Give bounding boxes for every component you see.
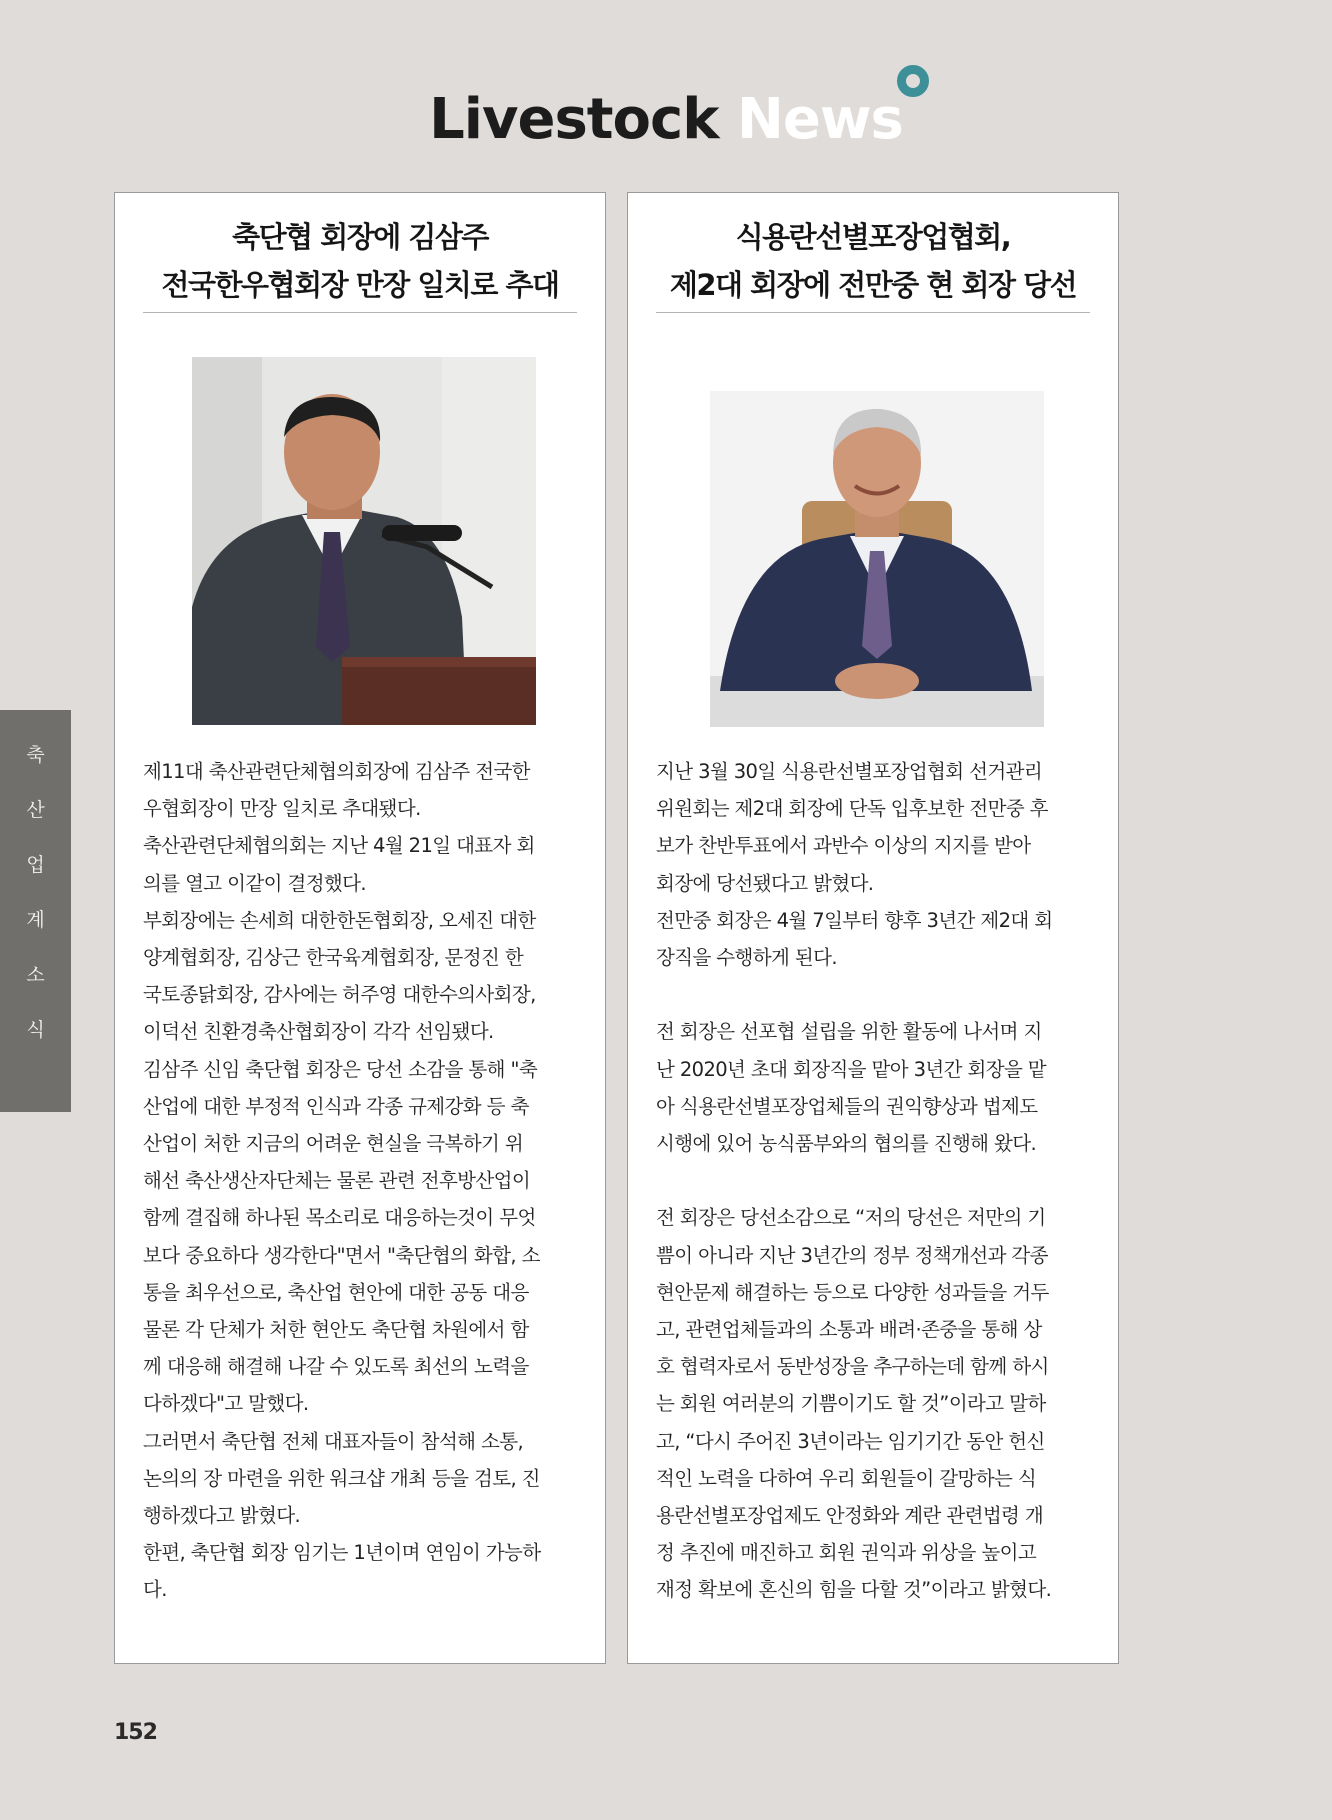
article-title [143,213,577,313]
body-line: 행하겠다고 밝혔다. [143,1504,301,1528]
speaker-at-podium-icon [192,357,536,725]
body-line: 께 대응해 해결해 나갈 수 있도록 최선의 노력을 [143,1355,529,1379]
body-line: 제11대 축산관련단체협의회장에 김삼주 전국한 [143,760,530,783]
body-line: 용란선별포장업제도 안정화와 계란 관련법령 개 [656,1504,1044,1528]
body-line: 축산관련단체협의회는 지난 4월 21일 대표자 회 [143,834,535,858]
body-line: 적인 노력을 다하여 우리 회원들이 갈망하는 식 [656,1466,1037,1490]
body-line: 함께 결집해 하나된 목소리로 대응하는것이 무엇 [143,1206,536,1230]
body-line: 그러면서 축단협 전체 대표자들이 참석해 소통, [143,1429,524,1453]
body-line: 국토종닭회장, 감사에는 허주영 대한수의사회장, [143,983,536,1007]
body-line: 시행에 있어 농식품부와의 협의를 진행해 왔다. [656,1132,1037,1156]
title-line-1: 축단협 회장에 김삼주 [232,220,488,254]
body-line: 우협회장이 만장 일치로 추대됐다. [143,797,421,821]
body-line: 산업에 대한 부정적 인식과 각종 규제강화 등 축 [143,1094,529,1118]
side-tab-char: 계 [26,909,45,931]
body-line: 현안문제 해결하는 등으로 다양한 성과들을 거두 [656,1280,1049,1304]
body-line: 양계협회장, 김상근 한국육계협회장, 문정진 한 [143,946,524,970]
body-line: 전 회장은 당선소감으로 “저의 당선은 저만의 기 [656,1206,1046,1230]
body-line: 논의의 장 마련을 위한 워크샵 개최 등을 검토, 진 [143,1466,540,1490]
masthead-word-livestock: Livestock [429,87,719,152]
article-card-right [627,192,1119,1664]
body-line: 지난 3월 30일 식용란선별포장업협회 선거관리 [656,760,1043,783]
page-number: 152 [114,1720,157,1745]
body-line: 한편, 축단협 회장 임기는 1년이며 연임이 가능하 [143,1541,541,1565]
side-tab-char: 산 [26,799,45,821]
side-tab-char: 소 [26,964,45,986]
body-line: 고, “다시 주어진 3년이라는 임기기간 동안 헌신 [656,1429,1045,1453]
body-line: 부회장에는 손세희 대한한돈협회장, 오세진 대한 [143,908,536,932]
body-line: 의를 열고 이같이 결정했다. [143,871,367,895]
body-line: 재정 확보에 혼신의 힘을 다할 것”이라고 밝혔다. [656,1578,1052,1602]
body-line: 난 2020년 초대 회장직을 맡아 3년간 회장을 맡 [656,1057,1047,1081]
title-line-1: 식용란선별포장업협회, [735,220,1011,254]
title-line-2: 제2대 회장에 전만중 현 회장 당선 [669,268,1077,302]
article-title [656,213,1090,313]
body-line: 김삼주 신임 축단협 회장은 당선 소감을 통해 "축 [143,1057,538,1081]
body-line: 정 추진에 매진하고 회원 권익과 위상을 높이고 [656,1541,1037,1565]
body-line: 산업이 처한 지금의 어려운 현실을 극복하기 위 [143,1132,524,1156]
paragraph-gap [656,976,1090,1013]
paragraph-gap [656,1162,1090,1199]
body-line: 전 회장은 선포협 설립을 위한 활동에 나서며 지 [656,1020,1042,1044]
article-card-left [114,192,606,1664]
masthead [0,87,1332,152]
circle-accent-icon [897,65,929,97]
article-body [656,753,1090,1609]
title-line-2: 전국한우협회장 만장 일치로 추대 [161,268,559,302]
body-line: 장직을 수행하게 된다. [656,946,837,970]
section-side-tab [0,710,71,1112]
article-body [143,753,577,1609]
body-line: 고, 관련업체들과의 소통과 배려·존중을 통해 상 [656,1318,1042,1342]
body-line: 쁨이 아니라 지난 3년간의 정부 정책개선과 각종 [656,1243,1048,1267]
masthead-word-news: News [737,87,903,152]
body-line: 다. [143,1578,167,1602]
smiling-man-portrait-icon [710,391,1044,727]
portrait-photo [710,391,1044,727]
body-line: 는 회원 여러분의 기쁨이기도 할 것”이라고 말하 [656,1392,1046,1416]
speaker-photo [192,357,536,725]
body-line: 전만중 회장은 4월 7일부터 향후 3년간 제2대 회 [656,908,1053,932]
body-line: 아 식용란선별포장업체들의 권익향상과 법제도 [656,1094,1038,1118]
body-line: 통을 최우선으로, 축산업 현안에 대한 공동 대응 [143,1280,529,1304]
body-line: 위원회는 제2대 회장에 단독 입후보한 전만중 후 [656,797,1048,821]
body-line: 회장에 당선됐다고 밝혔다. [656,871,874,895]
body-line: 보다 중요하다 생각한다"면서 "축단협의 화합, 소 [143,1243,540,1267]
body-line: 호 협력자로서 동반성장을 추구하는데 함께 하시 [656,1355,1049,1379]
side-tab-char: 축 [26,744,45,766]
body-line: 해선 축산생산자단체는 물론 관련 전후방산업이 [143,1169,531,1193]
body-line: 물론 각 단체가 처한 현안도 축단협 차원에서 함 [143,1318,529,1342]
body-line: 이덕선 친환경축산협회장이 각각 선임됐다. [143,1020,494,1044]
body-line: 다하겠다"고 말했다. [143,1392,309,1416]
side-tab-char: 업 [26,854,45,876]
side-tab-char: 식 [26,1019,45,1041]
body-line: 보가 찬반투표에서 과반수 이상의 지지를 받아 [656,834,1031,858]
